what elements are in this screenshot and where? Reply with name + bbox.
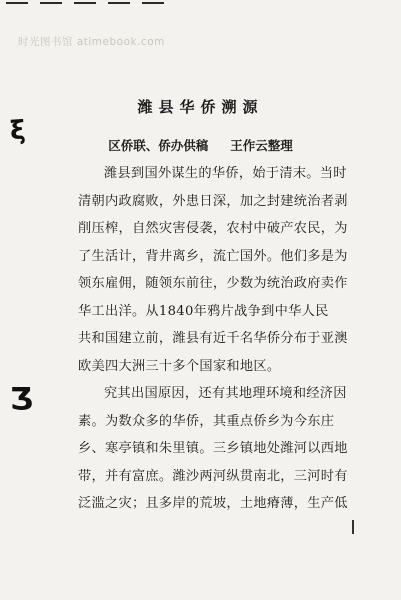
top-rule-3 [74,2,96,4]
byline-editor: 王作云整理 [230,138,293,153]
byline [0,136,401,154]
top-rule-2 [40,2,62,4]
margin-tick [352,520,354,534]
article-title: 潍县华侨溯源 [137,98,264,116]
margin-mark-lower: Ʒ [10,382,34,417]
paragraph-1-line-8: 欧美四大洲三十多个国家和地区。 [78,358,281,374]
paragraph-1-line-6: 华工出洋。从1840年鸦片战争到中华人民 [78,303,329,319]
article-body [78,160,388,518]
byline-authors: 区侨联、侨办供稿 [108,138,209,153]
paragraph-2-line-5: 泛滥之灾；且多岸的荒坡，土地瘠薄，生产低 [78,496,348,511]
paragraph-1-line-5: 领东雇佣，随领东前往，少数为统治政府卖作 [78,276,348,291]
paragraph-2-line-1: 究其出国原因，还有其地理环境和经济因 [104,386,347,401]
top-rule-5 [142,2,164,4]
paragraph-2-line-2: 素。为数众多的华侨，其重点侨乡为今东庄 [78,413,335,429]
paragraph-1-line-7: 共和国建立前，潍县有近千名华侨分布于亚澳 [78,331,348,346]
watermark: 时光图书馆 atimebook.com [18,36,165,48]
paragraph-2-line-3: 乡、寒亭镇和朱里镇。三乡镇地处潍河以西地 [78,441,348,456]
top-rule-4 [108,2,130,4]
paragraph-1-line-2: 清朝内政腐败，外患日深，加之封建统治者剥 [78,193,348,209]
paragraph-1-line-4: 了生活计，背井离乡，流亡国外。他们多是为 [78,248,348,264]
top-rule-1 [6,2,28,4]
margin-mark-upper: ξ [8,115,27,147]
paragraph-1-line-1: 潍县到国外谋生的华侨，始于清末。当时 [104,166,347,181]
paragraph-2-line-4: 带，并有富庶。潍沙两河纵贯南北，三河时有 [78,468,348,484]
paragraph-1-line-3: 削压榨，自然灾害侵袭，农村中破产农民，为 [78,221,348,236]
